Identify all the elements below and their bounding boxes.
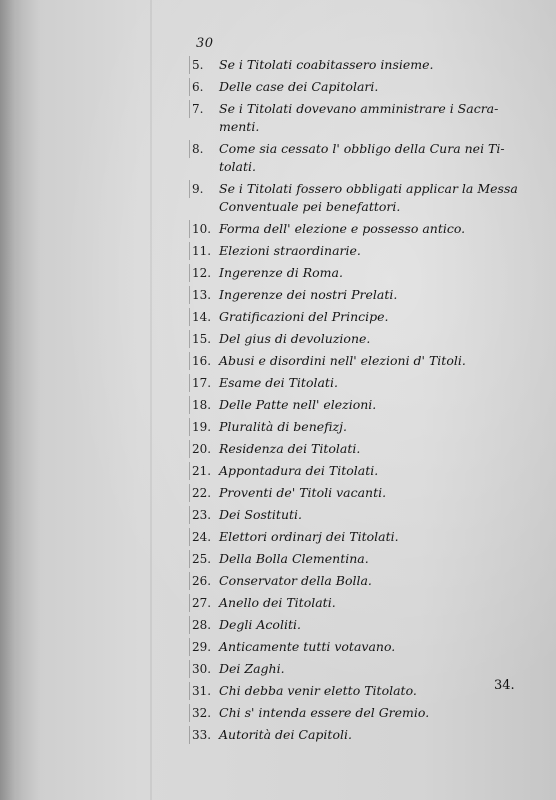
toc-entry	[189, 594, 534, 612]
toc-entry-number: 11.	[189, 242, 219, 260]
toc-entry-title-line: Gratificazioni del Principe.	[219, 309, 389, 324]
toc-entry-title-line: Proventi de' Titoli vacanti.	[219, 485, 387, 500]
toc-entry-title	[219, 352, 534, 370]
toc-entry-number: 32.	[189, 704, 219, 722]
toc-entry-title	[219, 396, 534, 414]
toc-entry-title-line: Autorità dei Capitoli.	[219, 727, 352, 742]
toc-entry-title	[219, 726, 534, 744]
toc-entry-title-line: Delle Patte nell' elezioni.	[219, 397, 377, 412]
toc-entry	[189, 396, 534, 414]
toc-entry	[189, 704, 534, 722]
toc-entry-number: 6.	[189, 78, 219, 96]
toc-entry-title	[219, 264, 534, 282]
toc-entry	[189, 264, 534, 282]
page-binding-shadow	[0, 0, 22, 800]
toc-entry-title-line: Chi s' intenda essere del Gremio.	[219, 705, 430, 720]
toc-entry-title	[219, 704, 534, 722]
toc-entry	[189, 286, 534, 304]
toc-entry-number: 16.	[189, 352, 219, 370]
toc-entry-number: 10.	[189, 220, 219, 238]
toc-entry-title-continuation: tolati.	[219, 159, 256, 174]
toc-entry	[189, 352, 534, 370]
toc-entry-title-line: Dei Zaghi.	[219, 661, 285, 676]
toc-entry	[189, 308, 534, 326]
toc-entry-number: 30.	[189, 660, 219, 678]
toc-entry-title-line: Ingerenze di Roma.	[219, 265, 343, 280]
toc-entry-title-line: Appontadura dei Titolati.	[219, 463, 379, 478]
toc-entry-title-line: Del gius di devoluzione.	[219, 331, 371, 346]
toc-entry-title	[219, 572, 534, 590]
toc-entry	[189, 660, 534, 678]
toc-entry-number: 18.	[189, 396, 219, 414]
toc-entry-title	[219, 78, 534, 96]
toc-entry-title	[219, 220, 534, 238]
toc-entry-title-line: Esame dei Titolati.	[219, 375, 338, 390]
toc-entry-title-line: Ingerenze dei nostri Prelati.	[219, 287, 398, 302]
toc-entry	[189, 418, 534, 436]
toc-entry-number: 25.	[189, 550, 219, 568]
page-number: 30	[196, 36, 214, 51]
toc-entry-title	[219, 528, 534, 546]
toc-entry	[189, 440, 534, 458]
toc-entry-title	[219, 100, 534, 136]
toc-entry-title-line: Residenza dei Titolati.	[219, 441, 361, 456]
toc-entry-number: 27.	[189, 594, 219, 612]
toc-entry-title-line: Anticamente tutti votavano.	[219, 639, 396, 654]
toc-entry-title-line: Delle case dei Capitolari.	[219, 79, 379, 94]
toc-entry-title-line: Se i Titolati fossero obbligati applicar la Messa	[219, 181, 518, 196]
toc-entry	[189, 616, 534, 634]
toc-entry-number: 19.	[189, 418, 219, 436]
toc-entry-title	[219, 506, 534, 524]
toc-entry-title	[219, 616, 534, 634]
toc-entry-number: 9.	[189, 180, 219, 198]
toc-entry-number: 21.	[189, 462, 219, 480]
toc-entry-title-continuation: Conventuale pei benefattori.	[219, 199, 401, 214]
toc-entry-title	[219, 140, 534, 176]
toc-entry-number: 28.	[189, 616, 219, 634]
toc-entry-title	[219, 682, 534, 700]
toc-entry-number: 29.	[189, 638, 219, 656]
table-of-contents	[189, 56, 534, 748]
toc-entry	[189, 242, 534, 260]
toc-entry-title	[219, 484, 534, 502]
toc-entry-title	[219, 594, 534, 612]
toc-entry-title-line: Pluralità di benefizj.	[219, 419, 347, 434]
toc-entry	[189, 682, 534, 700]
toc-entry	[189, 638, 534, 656]
toc-entry-title-line: Chi debba venir eletto Titolato.	[219, 683, 417, 698]
page-fold	[150, 0, 152, 800]
toc-entry-title	[219, 286, 534, 304]
toc-entry-title-line: Elettori ordinarj dei Titolati.	[219, 529, 399, 544]
toc-entry-title	[219, 550, 534, 568]
toc-entry-title-line: Forma dell' elezione e possesso antico.	[219, 221, 466, 236]
toc-entry	[189, 374, 534, 392]
toc-entry-number: 13.	[189, 286, 219, 304]
toc-entry	[189, 528, 534, 546]
toc-entry-title	[219, 308, 534, 326]
toc-entry	[189, 78, 534, 96]
toc-entry-title	[219, 440, 534, 458]
toc-entry-title-line: Se i Titolati dovevano amministrare i Sacra-	[219, 101, 499, 116]
toc-entry-title	[219, 180, 534, 216]
toc-entry	[189, 140, 534, 176]
toc-entry	[189, 220, 534, 238]
toc-entry-number: 17.	[189, 374, 219, 392]
toc-entry-title-line: Se i Titolati coabitassero insieme.	[219, 57, 434, 72]
toc-entry	[189, 462, 534, 480]
toc-entry	[189, 330, 534, 348]
toc-entry-number: 22.	[189, 484, 219, 502]
toc-entry-title-line: Della Bolla Clementina.	[219, 551, 369, 566]
catchword: 34.	[494, 678, 515, 693]
toc-entry	[189, 550, 534, 568]
toc-entry-title-line: Dei Sostituti.	[219, 507, 302, 522]
toc-entry-number: 15.	[189, 330, 219, 348]
toc-entry-title	[219, 56, 534, 74]
toc-entry	[189, 484, 534, 502]
toc-entry-number: 5.	[189, 56, 219, 74]
toc-entry-number: 33.	[189, 726, 219, 744]
toc-entry-title	[219, 374, 534, 392]
toc-entry-title	[219, 242, 534, 260]
toc-entry-number: 8.	[189, 140, 219, 158]
toc-entry-number: 14.	[189, 308, 219, 326]
toc-entry-title-line: Anello dei Titolati.	[219, 595, 336, 610]
toc-entry	[189, 506, 534, 524]
toc-entry-title-line: Come sia cessato l' obbligo della Cura nei Ti-	[219, 141, 505, 156]
toc-entry-number: 24.	[189, 528, 219, 546]
toc-entry-title	[219, 638, 534, 656]
toc-entry-number: 20.	[189, 440, 219, 458]
toc-entry	[189, 726, 534, 744]
toc-entry-number: 31.	[189, 682, 219, 700]
toc-entry-number: 7.	[189, 100, 219, 118]
toc-entry-title-line: Abusi e disordini nell' elezioni d' Titoli.	[219, 353, 466, 368]
toc-entry	[189, 180, 534, 216]
toc-entry	[189, 56, 534, 74]
toc-entry-title-line: Conservator della Bolla.	[219, 573, 372, 588]
toc-entry-title-line: Elezioni straordinarie.	[219, 243, 361, 258]
toc-entry-title	[219, 330, 534, 348]
toc-entry-title	[219, 418, 534, 436]
toc-entry-number: 23.	[189, 506, 219, 524]
toc-entry	[189, 100, 534, 136]
toc-entry-title-line: Degli Acoliti.	[219, 617, 301, 632]
toc-entry	[189, 572, 534, 590]
toc-entry-number: 12.	[189, 264, 219, 282]
toc-entry-number: 26.	[189, 572, 219, 590]
toc-entry-title-continuation: menti.	[219, 119, 260, 134]
toc-entry-title	[219, 462, 534, 480]
toc-entry-title	[219, 660, 534, 678]
